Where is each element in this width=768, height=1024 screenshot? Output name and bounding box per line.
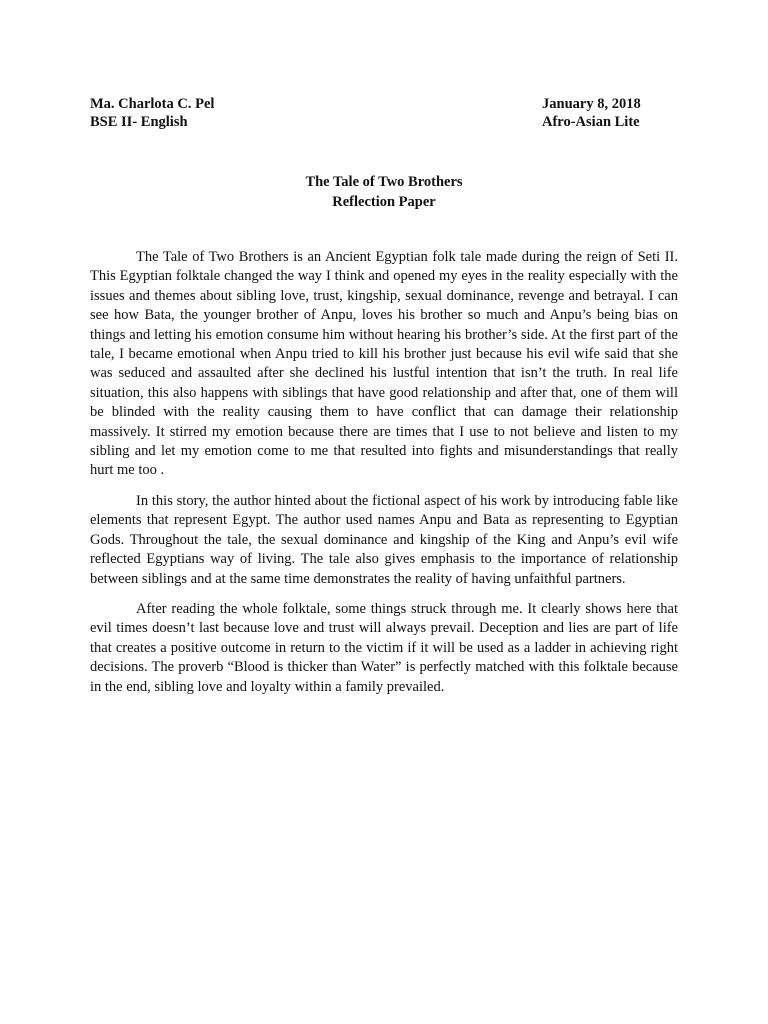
author-name: Ma. Charlota C. Pel [90,96,215,112]
subject-name: Afro-Asian Lite [542,114,640,130]
paragraph-3: After reading the whole folktale, some things struck through me. It clearly shows here that evil times doesn’t last because love and trust will always prevail. Deception and lies are part of life that creates a positive outcome in return to the victim if it will be used as a ladder in achieving right decisions. The proverb “Blood is thicker than Water” is perfectly matched with this folktale because in the end, sibling love and loyalty within a family prevailed. [90,600,678,695]
document-date: January 8, 2018 [542,96,641,112]
document-title: The Tale of Two Brothers [305,174,463,190]
course-name: BSE II- English [90,114,188,130]
document-body [90,248,678,697]
paragraph-1: The Tale of Two Brothers is an Ancient Egyptian folk tale made during the reign of Seti II. This Egyptian folktale changed the way I think and opened my eyes in the reality especially with the issues and themes about sibling love, trust, kingship, sexual dominance, revenge and betrayal. I can see how Bata, the younger brother of Anpu, loves his brother so much and Anpu’s being bias on things and letting his emotion consume him without hearing his brother’s side. At the first part of the tale, I became emotional when Anpu tried to kill his brother just because his evil wife said that she was seduced and assaulted after she declined his lustful intention that isn’t the truth. In real life situation, this also happens with siblings that have good relationship and after that, one of them will be blinded with the reality causing them to have conflict that can damage their relationship massively. It stirred my emotion because there are times that I use to not believe and listen to my sibling and let my emotion come to me that resulted into fights and misunderstandings that really hurt me too . [90,249,678,479]
paragraph-2: In this story, the author hinted about the fictional aspect of his work by introducing fable like elements that represent Egypt. The author used names Anpu and Bata as representing to Egyptian Gods. Throughout the tale, the sexual dominance and kingship of the King and Anpu’s evil wife reflected Egyptians way of living. The tale also gives emphasis to the importance of relationship between siblings and at the same time demonstrates the reality of having unfaithful partners. [90,492,678,587]
document-subtitle: Reflection Paper [332,194,436,210]
